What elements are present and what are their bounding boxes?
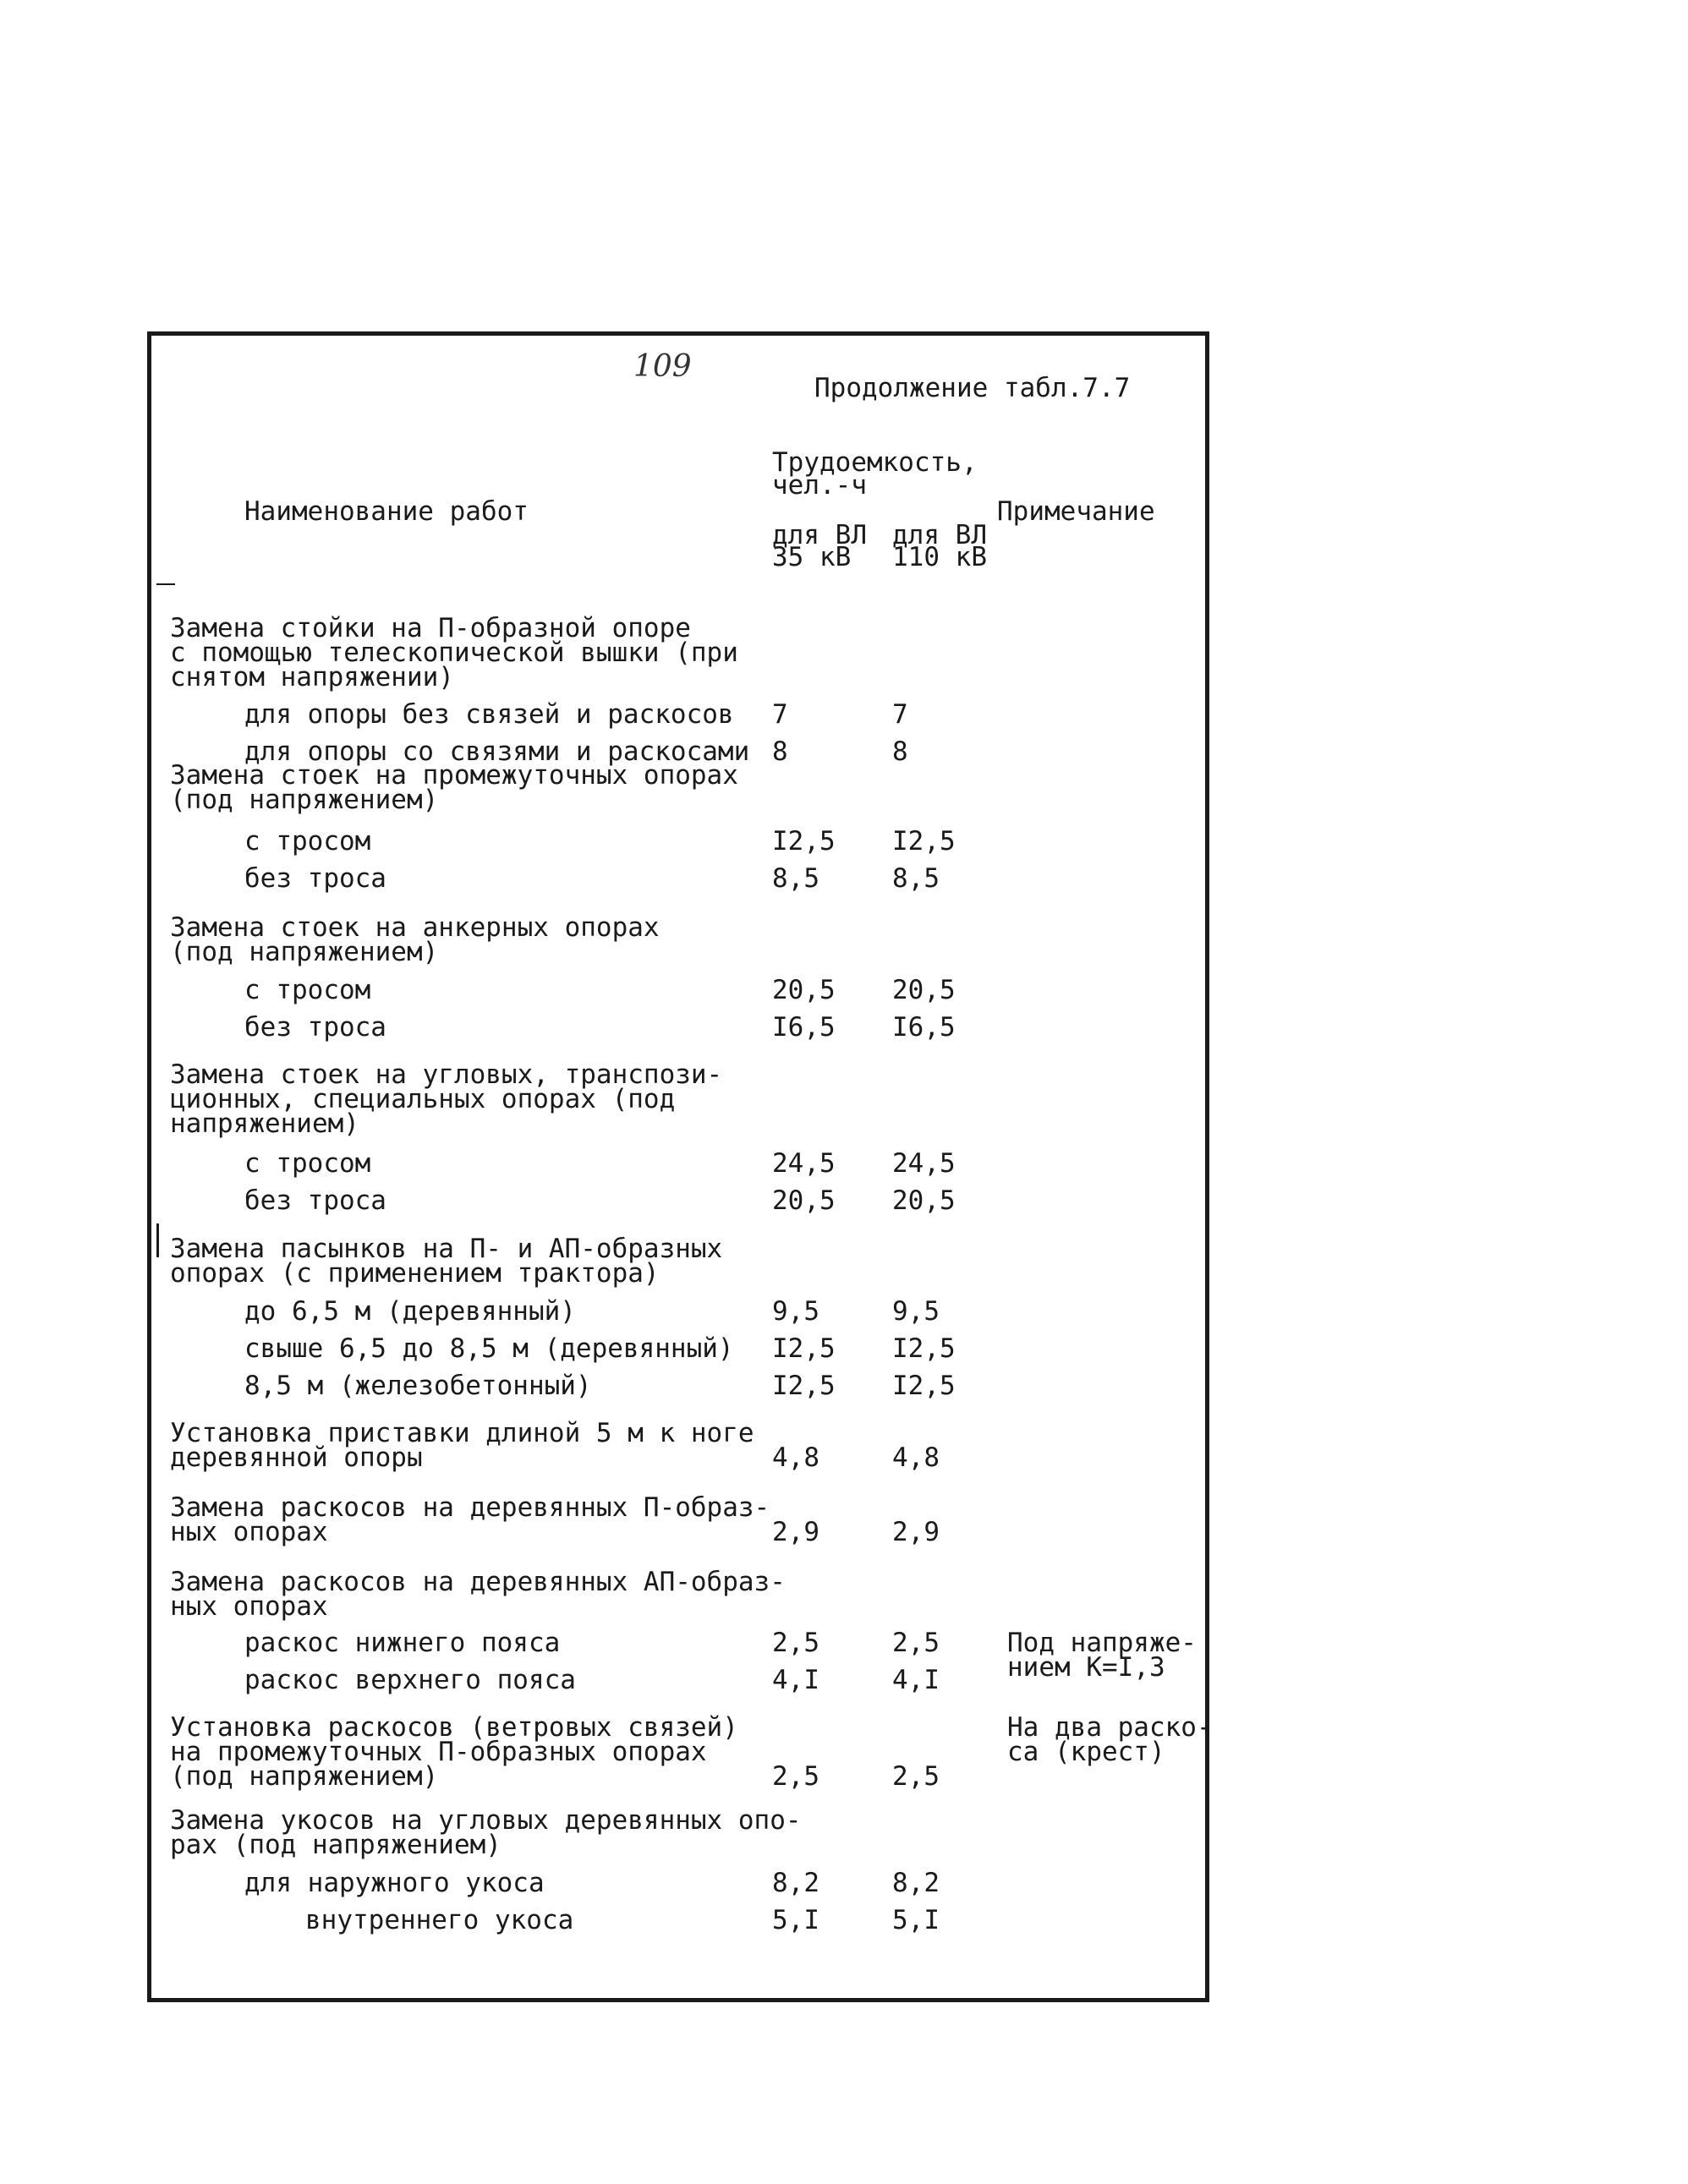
row-name-line: ных опорах (170, 1517, 328, 1547)
value-35kv: 4,I (772, 1665, 819, 1695)
continuation-label: Продолжение табл.7.7 (814, 373, 1131, 403)
row-name-line: раскос нижнего пояса (244, 1628, 561, 1658)
row-name-line: Замена раскосов на деревянных П-образ- (170, 1492, 770, 1523)
value-35kv: 24,5 (772, 1148, 836, 1179)
row-name-line: на промежуточных П-образных опорах (170, 1737, 707, 1767)
row-name-line: опорах (с применением трактора) (170, 1258, 660, 1289)
row-name-line: с помощью телескопической вышки (при (170, 638, 738, 668)
header-col110-line-2: 110 кВ (892, 542, 987, 572)
row-note-line: На два раско- (1007, 1712, 1213, 1743)
value-110kv: I2,5 (892, 826, 956, 857)
value-110kv: 20,5 (892, 975, 956, 1005)
row-name-line: Замена пасынков на П- и АП-образных (170, 1234, 723, 1264)
row-name-line: Установка приставки длиной 5 м к ноге (170, 1418, 754, 1448)
row-name-line: с тросом (244, 826, 371, 857)
value-110kv: 2,9 (892, 1517, 940, 1547)
value-35kv: 5,I (772, 1905, 819, 1935)
value-110kv: I6,5 (892, 1012, 956, 1043)
row-name-line: (под напряжением) (170, 785, 439, 815)
value-110kv: 2,5 (892, 1761, 940, 1792)
row-name-line: ных опорах (170, 1591, 328, 1622)
header-col35-line-1: для ВЛ (772, 520, 867, 550)
row-name-line: Замена стойки на П-образной опоре (170, 613, 691, 643)
row-name-line: 8,5 м (железобетонный) (244, 1371, 592, 1401)
value-110kv: 4,I (892, 1665, 940, 1695)
row-name-line: Замена укосов на угловых деревянных опо- (170, 1805, 802, 1836)
row-name-line: напряжением) (170, 1108, 359, 1139)
row-name-line: рах (под напряжением) (170, 1830, 501, 1860)
value-110kv: 8 (892, 736, 908, 767)
row-name-line: для опоры без связей и раскосов (244, 699, 734, 730)
row-name-line: деревянной опоры (170, 1442, 423, 1473)
header-note-column: Примечание (997, 496, 1155, 527)
value-110kv: 24,5 (892, 1148, 956, 1179)
value-35kv: I2,5 (772, 826, 836, 857)
header-col110-line-1: для ВЛ (892, 520, 987, 550)
header-labor-line-1: Трудоемкость, (772, 447, 978, 478)
row-name-line: Замена раскосов на деревянных АП-образ- (170, 1567, 786, 1597)
header-separator-mark (156, 583, 175, 585)
value-35kv: 2,5 (772, 1761, 819, 1792)
row-note-line: са (крест) (1007, 1737, 1165, 1767)
value-110kv: 5,I (892, 1905, 940, 1935)
value-35kv: I2,5 (772, 1371, 836, 1401)
value-110kv: I2,5 (892, 1371, 956, 1401)
row-name-line: снятом напряжении) (170, 662, 454, 692)
value-35kv: 7 (772, 699, 788, 730)
row-name-line: Замена стоек на промежуточных опорах (170, 760, 738, 791)
value-35kv: 20,5 (772, 975, 836, 1005)
row-name-line: без троса (244, 1012, 386, 1043)
row-name-line: с тросом (244, 1148, 371, 1179)
row-name-line: (под напряжением) (170, 1761, 439, 1792)
row-name-line: свыше 6,5 до 8,5 м (деревянный) (244, 1333, 734, 1364)
page-number: 109 (633, 349, 692, 384)
row-name-line: с тросом (244, 975, 371, 1005)
header-col35-line-2: 35 кВ (772, 542, 852, 572)
row-name-line: Замена стоек на анкерных опорах (170, 912, 660, 943)
value-110kv: 20,5 (892, 1185, 956, 1216)
value-110kv: 8,5 (892, 863, 940, 894)
row-note-line: Под напряже- (1007, 1628, 1197, 1658)
group-mark (156, 1223, 159, 1257)
value-35kv: 9,5 (772, 1296, 819, 1327)
value-35kv: 2,9 (772, 1517, 819, 1547)
row-name-line: для наружного укоса (244, 1868, 545, 1898)
value-35kv: I2,5 (772, 1333, 836, 1364)
value-35kv: 8 (772, 736, 788, 767)
value-35kv: 20,5 (772, 1185, 836, 1216)
value-35kv: 4,8 (772, 1442, 819, 1473)
value-110kv: 8,2 (892, 1868, 940, 1898)
row-name-line: Установка раскосов (ветровых связей) (170, 1712, 738, 1743)
row-note-line: нием К=I,3 (1007, 1652, 1165, 1683)
value-110kv: 2,5 (892, 1628, 940, 1658)
row-name-line: без троса (244, 1185, 386, 1216)
row-name-line: Замена стоек на угловых, транспози- (170, 1059, 723, 1090)
header-name-column: Наименование работ (244, 496, 529, 527)
value-110kv: 4,8 (892, 1442, 940, 1473)
row-name-line: до 6,5 м (деревянный) (244, 1296, 576, 1327)
row-name-line: ционных, специальных опорах (под (170, 1084, 676, 1114)
value-110kv: I2,5 (892, 1333, 956, 1364)
value-110kv: 7 (892, 699, 908, 730)
value-35kv: 2,5 (772, 1628, 819, 1658)
row-name-line: внутреннего укоса (305, 1905, 574, 1935)
value-110kv: 9,5 (892, 1296, 940, 1327)
row-name-line: (под напряжением) (170, 937, 439, 967)
value-35kv: 8,2 (772, 1868, 819, 1898)
value-35kv: 8,5 (772, 863, 819, 894)
row-name-line: раскос верхнего пояса (244, 1665, 576, 1695)
row-name-line: для опоры со связями и раскосами (244, 736, 750, 767)
table-frame (147, 331, 1213, 2002)
value-35kv: I6,5 (772, 1012, 836, 1043)
header-labor-line-2: чел.-ч (772, 470, 867, 501)
row-name-line: без троса (244, 863, 386, 894)
